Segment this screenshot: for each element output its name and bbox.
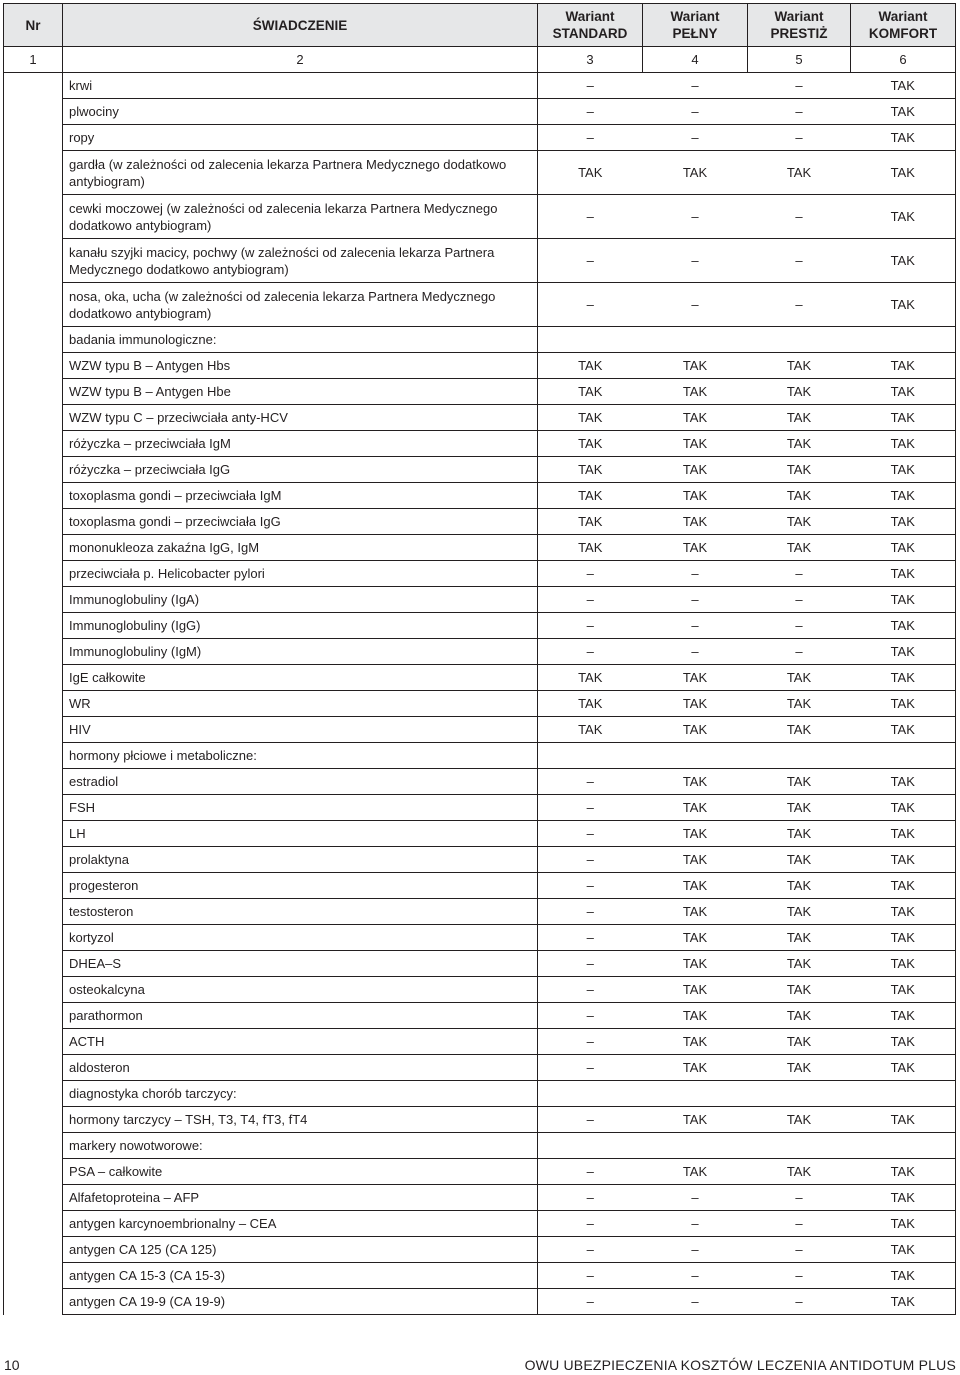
table-row (4, 353, 956, 379)
variant-value: TAK (748, 925, 851, 951)
nr-cell (4, 73, 63, 1315)
variant-value: – (643, 613, 748, 639)
variant-value: – (538, 639, 643, 665)
table-row (4, 977, 956, 1003)
service-label: Immunoglobuliny (IgG) (63, 613, 538, 639)
variant-value: – (643, 73, 748, 99)
table-body (4, 73, 956, 1315)
variant-value (851, 327, 956, 353)
variant-value: TAK (748, 977, 851, 1003)
column-number: 3 (538, 47, 643, 73)
variant-value: – (748, 587, 851, 613)
table-row (4, 1029, 956, 1055)
service-label: antygen CA 125 (CA 125) (63, 1237, 538, 1263)
variant-value: – (538, 125, 643, 151)
variant-value: TAK (851, 561, 956, 587)
variant-value: TAK (643, 151, 748, 195)
variant-value: – (748, 125, 851, 151)
variant-value: TAK (538, 665, 643, 691)
table-row (4, 691, 956, 717)
variant-value: TAK (643, 769, 748, 795)
variant-value: TAK (748, 353, 851, 379)
variant-value: TAK (851, 535, 956, 561)
table-row (4, 873, 956, 899)
variant-value: TAK (748, 431, 851, 457)
variant-value: TAK (538, 379, 643, 405)
table-row (4, 1003, 956, 1029)
variant-value: TAK (851, 405, 956, 431)
variant-value: TAK (748, 873, 851, 899)
service-label: różyczka – przeciwciała IgG (63, 457, 538, 483)
variant-value: – (538, 899, 643, 925)
variant-value: – (748, 1211, 851, 1237)
table-row (4, 1133, 956, 1159)
variant-value: TAK (538, 717, 643, 743)
variant-value: TAK (851, 899, 956, 925)
variant-value: TAK (851, 1107, 956, 1133)
variant-value: TAK (851, 821, 956, 847)
variant-value: – (538, 821, 643, 847)
service-label: markery nowotworowe: (63, 1133, 538, 1159)
variant-value: – (538, 1159, 643, 1185)
variant-value: TAK (748, 847, 851, 873)
variant-value: TAK (851, 665, 956, 691)
variant-value: TAK (643, 665, 748, 691)
table-row (4, 483, 956, 509)
variant-value: TAK (538, 151, 643, 195)
variant-value (538, 743, 643, 769)
variant-value: – (538, 1185, 643, 1211)
service-label: kanału szyjki macicy, pochwy (w zależności od zalecenia lekarza Partnera Medycznego dodatkowo antybiogram) (63, 239, 538, 283)
variant-value: – (643, 125, 748, 151)
variant-value: TAK (643, 899, 748, 925)
variant-value: – (643, 99, 748, 125)
header-variant-standard: Wariant STANDARD (538, 4, 643, 47)
service-label: ropy (63, 125, 538, 151)
variant-value: TAK (851, 691, 956, 717)
variant-value: TAK (851, 587, 956, 613)
variant-value: – (538, 1211, 643, 1237)
variant-value: TAK (643, 873, 748, 899)
variant-value: – (538, 1289, 643, 1315)
variant-value: TAK (538, 509, 643, 535)
service-label: osteokalcyna (63, 977, 538, 1003)
document-title: OWU UBEZPIECZENIA KOSZTÓW LECZENIA ANTIDOTUM PLUS (524, 1357, 956, 1373)
variant-value: – (538, 1263, 643, 1289)
variant-value: TAK (851, 125, 956, 151)
table-row (4, 561, 956, 587)
service-label: progesteron (63, 873, 538, 899)
service-label: plwociny (63, 99, 538, 125)
variant-value: – (748, 99, 851, 125)
variant-value (748, 327, 851, 353)
service-label: antygen CA 15-3 (CA 15-3) (63, 1263, 538, 1289)
variant-value: TAK (748, 509, 851, 535)
table-row (4, 509, 956, 535)
variant-value: – (748, 283, 851, 327)
variant-value: – (748, 561, 851, 587)
column-number: 2 (63, 47, 538, 73)
variant-value (851, 1081, 956, 1107)
variant-value: – (538, 1055, 643, 1081)
table-row (4, 151, 956, 195)
variant-value: TAK (851, 379, 956, 405)
service-label: hormony płciowe i metaboliczne: (63, 743, 538, 769)
variant-value: TAK (748, 151, 851, 195)
variant-value: TAK (851, 431, 956, 457)
service-label: ACTH (63, 1029, 538, 1055)
variant-value: – (748, 613, 851, 639)
table-row (4, 195, 956, 239)
variant-value: TAK (538, 691, 643, 717)
service-label: przeciwciała p. Helicobacter pylori (63, 561, 538, 587)
variant-value: TAK (851, 873, 956, 899)
variant-value: TAK (851, 283, 956, 327)
variant-value: – (643, 1263, 748, 1289)
variant-value: TAK (643, 847, 748, 873)
table-row (4, 717, 956, 743)
variant-value: – (538, 951, 643, 977)
variant-value: – (538, 613, 643, 639)
variant-value: TAK (643, 1029, 748, 1055)
table-row (4, 1159, 956, 1185)
service-label: Immunoglobuliny (IgA) (63, 587, 538, 613)
variant-value: – (748, 73, 851, 99)
variant-value: – (538, 1107, 643, 1133)
variant-value (643, 1081, 748, 1107)
variant-value: TAK (748, 535, 851, 561)
variant-value: TAK (851, 73, 956, 99)
variant-value: TAK (538, 353, 643, 379)
variant-value: – (643, 561, 748, 587)
service-label: różyczka – przeciwciała IgM (63, 431, 538, 457)
table-row (4, 1263, 956, 1289)
service-label: aldosteron (63, 1055, 538, 1081)
service-label: FSH (63, 795, 538, 821)
variant-value: – (643, 587, 748, 613)
variant-value: – (748, 1289, 851, 1315)
variant-value: TAK (851, 1211, 956, 1237)
service-label: toxoplasma gondi – przeciwciała IgG (63, 509, 538, 535)
variant-value: – (538, 239, 643, 283)
service-label: gardła (w zależności od zalecenia lekarza Partnera Medycznego dodatkowo antybiogram) (63, 151, 538, 195)
table-row (4, 743, 956, 769)
variant-value: TAK (851, 509, 956, 535)
variant-value: TAK (643, 1107, 748, 1133)
variant-value: TAK (851, 99, 956, 125)
table-row (4, 327, 956, 353)
service-label: prolaktyna (63, 847, 538, 873)
service-label: badania immunologiczne: (63, 327, 538, 353)
service-label: testosteron (63, 899, 538, 925)
table-row (4, 847, 956, 873)
variant-value: TAK (643, 405, 748, 431)
variant-value (538, 327, 643, 353)
table-row (4, 125, 956, 151)
variant-value: TAK (643, 379, 748, 405)
variant-value: – (748, 239, 851, 283)
service-label: parathormon (63, 1003, 538, 1029)
table-row (4, 73, 956, 99)
service-label: WZW typu B – Antygen Hbe (63, 379, 538, 405)
variant-value: TAK (748, 1055, 851, 1081)
service-label: diagnostyka chorób tarczycy: (63, 1081, 538, 1107)
table-row (4, 639, 956, 665)
variant-value (643, 327, 748, 353)
variant-value: – (643, 239, 748, 283)
service-label: PSA – całkowite (63, 1159, 538, 1185)
variant-value: TAK (643, 535, 748, 561)
variant-value: TAK (851, 457, 956, 483)
variant-value: TAK (748, 1107, 851, 1133)
variant-value: TAK (643, 509, 748, 535)
variant-value: – (538, 561, 643, 587)
page-footer (0, 1355, 960, 1375)
variant-value: TAK (643, 795, 748, 821)
table-row (4, 457, 956, 483)
variant-value: – (538, 977, 643, 1003)
table-row (4, 379, 956, 405)
variant-value: TAK (851, 1185, 956, 1211)
variant-value: – (538, 587, 643, 613)
variant-value: TAK (851, 1159, 956, 1185)
service-label: Immunoglobuliny (IgM) (63, 639, 538, 665)
variant-value: – (538, 873, 643, 899)
service-label: Alfafetoproteina – AFP (63, 1185, 538, 1211)
table-row (4, 1055, 956, 1081)
variant-value: TAK (851, 717, 956, 743)
service-label: krwi (63, 73, 538, 99)
variant-value: TAK (643, 353, 748, 379)
variant-value: TAK (643, 1055, 748, 1081)
header-variant-prestiz: Wariant PRESTIŻ (748, 4, 851, 47)
variant-value: – (538, 795, 643, 821)
variant-value: – (643, 195, 748, 239)
variant-value: TAK (851, 795, 956, 821)
service-label: hormony tarczycy – TSH, T3, T4, fT3, fT4 (63, 1107, 538, 1133)
service-label: WR (63, 691, 538, 717)
variant-value: TAK (851, 1263, 956, 1289)
variant-value: – (538, 195, 643, 239)
table-header-row (4, 4, 956, 47)
variant-value: – (748, 639, 851, 665)
variant-value: TAK (851, 1055, 956, 1081)
variant-value: – (538, 99, 643, 125)
variant-value: TAK (851, 951, 956, 977)
page-number: 10 (4, 1357, 20, 1373)
variant-value: TAK (748, 717, 851, 743)
service-label: LH (63, 821, 538, 847)
table-row (4, 283, 956, 327)
service-label: mononukleoza zakaźna IgG, IgM (63, 535, 538, 561)
variant-value: TAK (851, 977, 956, 1003)
service-label: DHEA–S (63, 951, 538, 977)
table-row (4, 99, 956, 125)
variant-value: TAK (851, 1003, 956, 1029)
service-label: WZW typu B – Antygen Hbs (63, 353, 538, 379)
column-number-row (4, 47, 956, 73)
variant-value: TAK (748, 691, 851, 717)
variant-value: – (538, 1237, 643, 1263)
service-label: cewki moczowej (w zależności od zalecenia lekarza Partnera Medycznego dodatkowo antybiogram) (63, 195, 538, 239)
variant-value (748, 1081, 851, 1107)
variant-value: – (538, 1029, 643, 1055)
variant-value: TAK (851, 195, 956, 239)
variant-value: TAK (643, 977, 748, 1003)
variant-value: TAK (538, 431, 643, 457)
table-row (4, 613, 956, 639)
variant-value (748, 1133, 851, 1159)
column-number: 4 (643, 47, 748, 73)
variant-value: TAK (851, 847, 956, 873)
table-row (4, 1237, 956, 1263)
variant-value: – (538, 847, 643, 873)
column-number: 5 (748, 47, 851, 73)
variant-value: TAK (643, 1003, 748, 1029)
variant-value: TAK (748, 483, 851, 509)
table-row (4, 239, 956, 283)
variant-value: TAK (643, 457, 748, 483)
variant-value (748, 743, 851, 769)
table-row (4, 1107, 956, 1133)
variant-value (538, 1081, 643, 1107)
variant-value: TAK (538, 457, 643, 483)
table-row (4, 925, 956, 951)
variant-value: TAK (851, 353, 956, 379)
variant-value: TAK (538, 535, 643, 561)
variant-value: – (538, 1003, 643, 1029)
table-row (4, 1211, 956, 1237)
table-row (4, 1081, 956, 1107)
variant-value: – (643, 1211, 748, 1237)
table-row (4, 431, 956, 457)
variant-value: TAK (643, 431, 748, 457)
variant-value (538, 1133, 643, 1159)
variant-value: TAK (748, 951, 851, 977)
variant-value: TAK (748, 1159, 851, 1185)
variant-value: TAK (643, 691, 748, 717)
table-row (4, 821, 956, 847)
variant-value: TAK (851, 1289, 956, 1315)
variant-value: TAK (643, 717, 748, 743)
service-label: IgE całkowite (63, 665, 538, 691)
variant-value: – (748, 195, 851, 239)
service-label: antygen karcynoembrionalny – CEA (63, 1211, 538, 1237)
variant-value: – (748, 1263, 851, 1289)
table-row (4, 405, 956, 431)
variant-value: TAK (851, 151, 956, 195)
variant-value: TAK (748, 795, 851, 821)
variant-value: TAK (748, 1029, 851, 1055)
variant-value: – (538, 925, 643, 951)
variant-value: TAK (851, 483, 956, 509)
table-row (4, 535, 956, 561)
variant-value: TAK (851, 769, 956, 795)
variant-value: TAK (643, 925, 748, 951)
header-variant-komfort: Wariant KOMFORT (851, 4, 956, 47)
variant-value: TAK (748, 821, 851, 847)
table-row (4, 951, 956, 977)
variant-value (643, 743, 748, 769)
variant-value: – (538, 769, 643, 795)
service-label: antygen CA 19-9 (CA 19-9) (63, 1289, 538, 1315)
variant-value (851, 743, 956, 769)
variant-value: TAK (748, 405, 851, 431)
service-label: WZW typu C – przeciwciała anty-HCV (63, 405, 538, 431)
variant-value: – (643, 1237, 748, 1263)
service-label: nosa, oka, ucha (w zależności od zalecenia lekarza Partnera Medycznego dodatkowo antybiogram) (63, 283, 538, 327)
variant-value: TAK (748, 665, 851, 691)
service-label: kortyzol (63, 925, 538, 951)
header-nr: Nr (4, 4, 63, 47)
variant-value: TAK (748, 769, 851, 795)
variant-value: TAK (748, 379, 851, 405)
table-row (4, 899, 956, 925)
variant-value: TAK (851, 1029, 956, 1055)
table-row (4, 1185, 956, 1211)
service-label: HIV (63, 717, 538, 743)
variant-value: – (643, 639, 748, 665)
variant-value: TAK (851, 639, 956, 665)
header-service: ŚWIADCZENIE (63, 4, 538, 47)
variant-value: TAK (851, 239, 956, 283)
variant-value: TAK (538, 405, 643, 431)
variant-value: – (643, 283, 748, 327)
table-row (4, 769, 956, 795)
column-number: 1 (4, 47, 63, 73)
table-row (4, 795, 956, 821)
variant-value: TAK (851, 613, 956, 639)
variant-value: TAK (538, 483, 643, 509)
column-number: 6 (851, 47, 956, 73)
variant-value: – (643, 1289, 748, 1315)
header-variant-pelny: Wariant PEŁNY (643, 4, 748, 47)
benefits-table (3, 3, 956, 1315)
variant-value: TAK (643, 821, 748, 847)
table-row (4, 1289, 956, 1315)
variant-value (643, 1133, 748, 1159)
table-row (4, 665, 956, 691)
variant-value: TAK (851, 925, 956, 951)
variant-value: TAK (643, 1159, 748, 1185)
variant-value: TAK (851, 1237, 956, 1263)
variant-value: TAK (643, 951, 748, 977)
variant-value: – (748, 1185, 851, 1211)
variant-value: TAK (748, 899, 851, 925)
variant-value (851, 1133, 956, 1159)
variant-value: – (643, 1185, 748, 1211)
service-label: toxoplasma gondi – przeciwciała IgM (63, 483, 538, 509)
variant-value: TAK (643, 483, 748, 509)
variant-value: – (748, 1237, 851, 1263)
variant-value: – (538, 283, 643, 327)
variant-value: TAK (748, 1003, 851, 1029)
service-label: estradiol (63, 769, 538, 795)
table-row (4, 587, 956, 613)
variant-value: – (538, 73, 643, 99)
variant-value: TAK (748, 457, 851, 483)
